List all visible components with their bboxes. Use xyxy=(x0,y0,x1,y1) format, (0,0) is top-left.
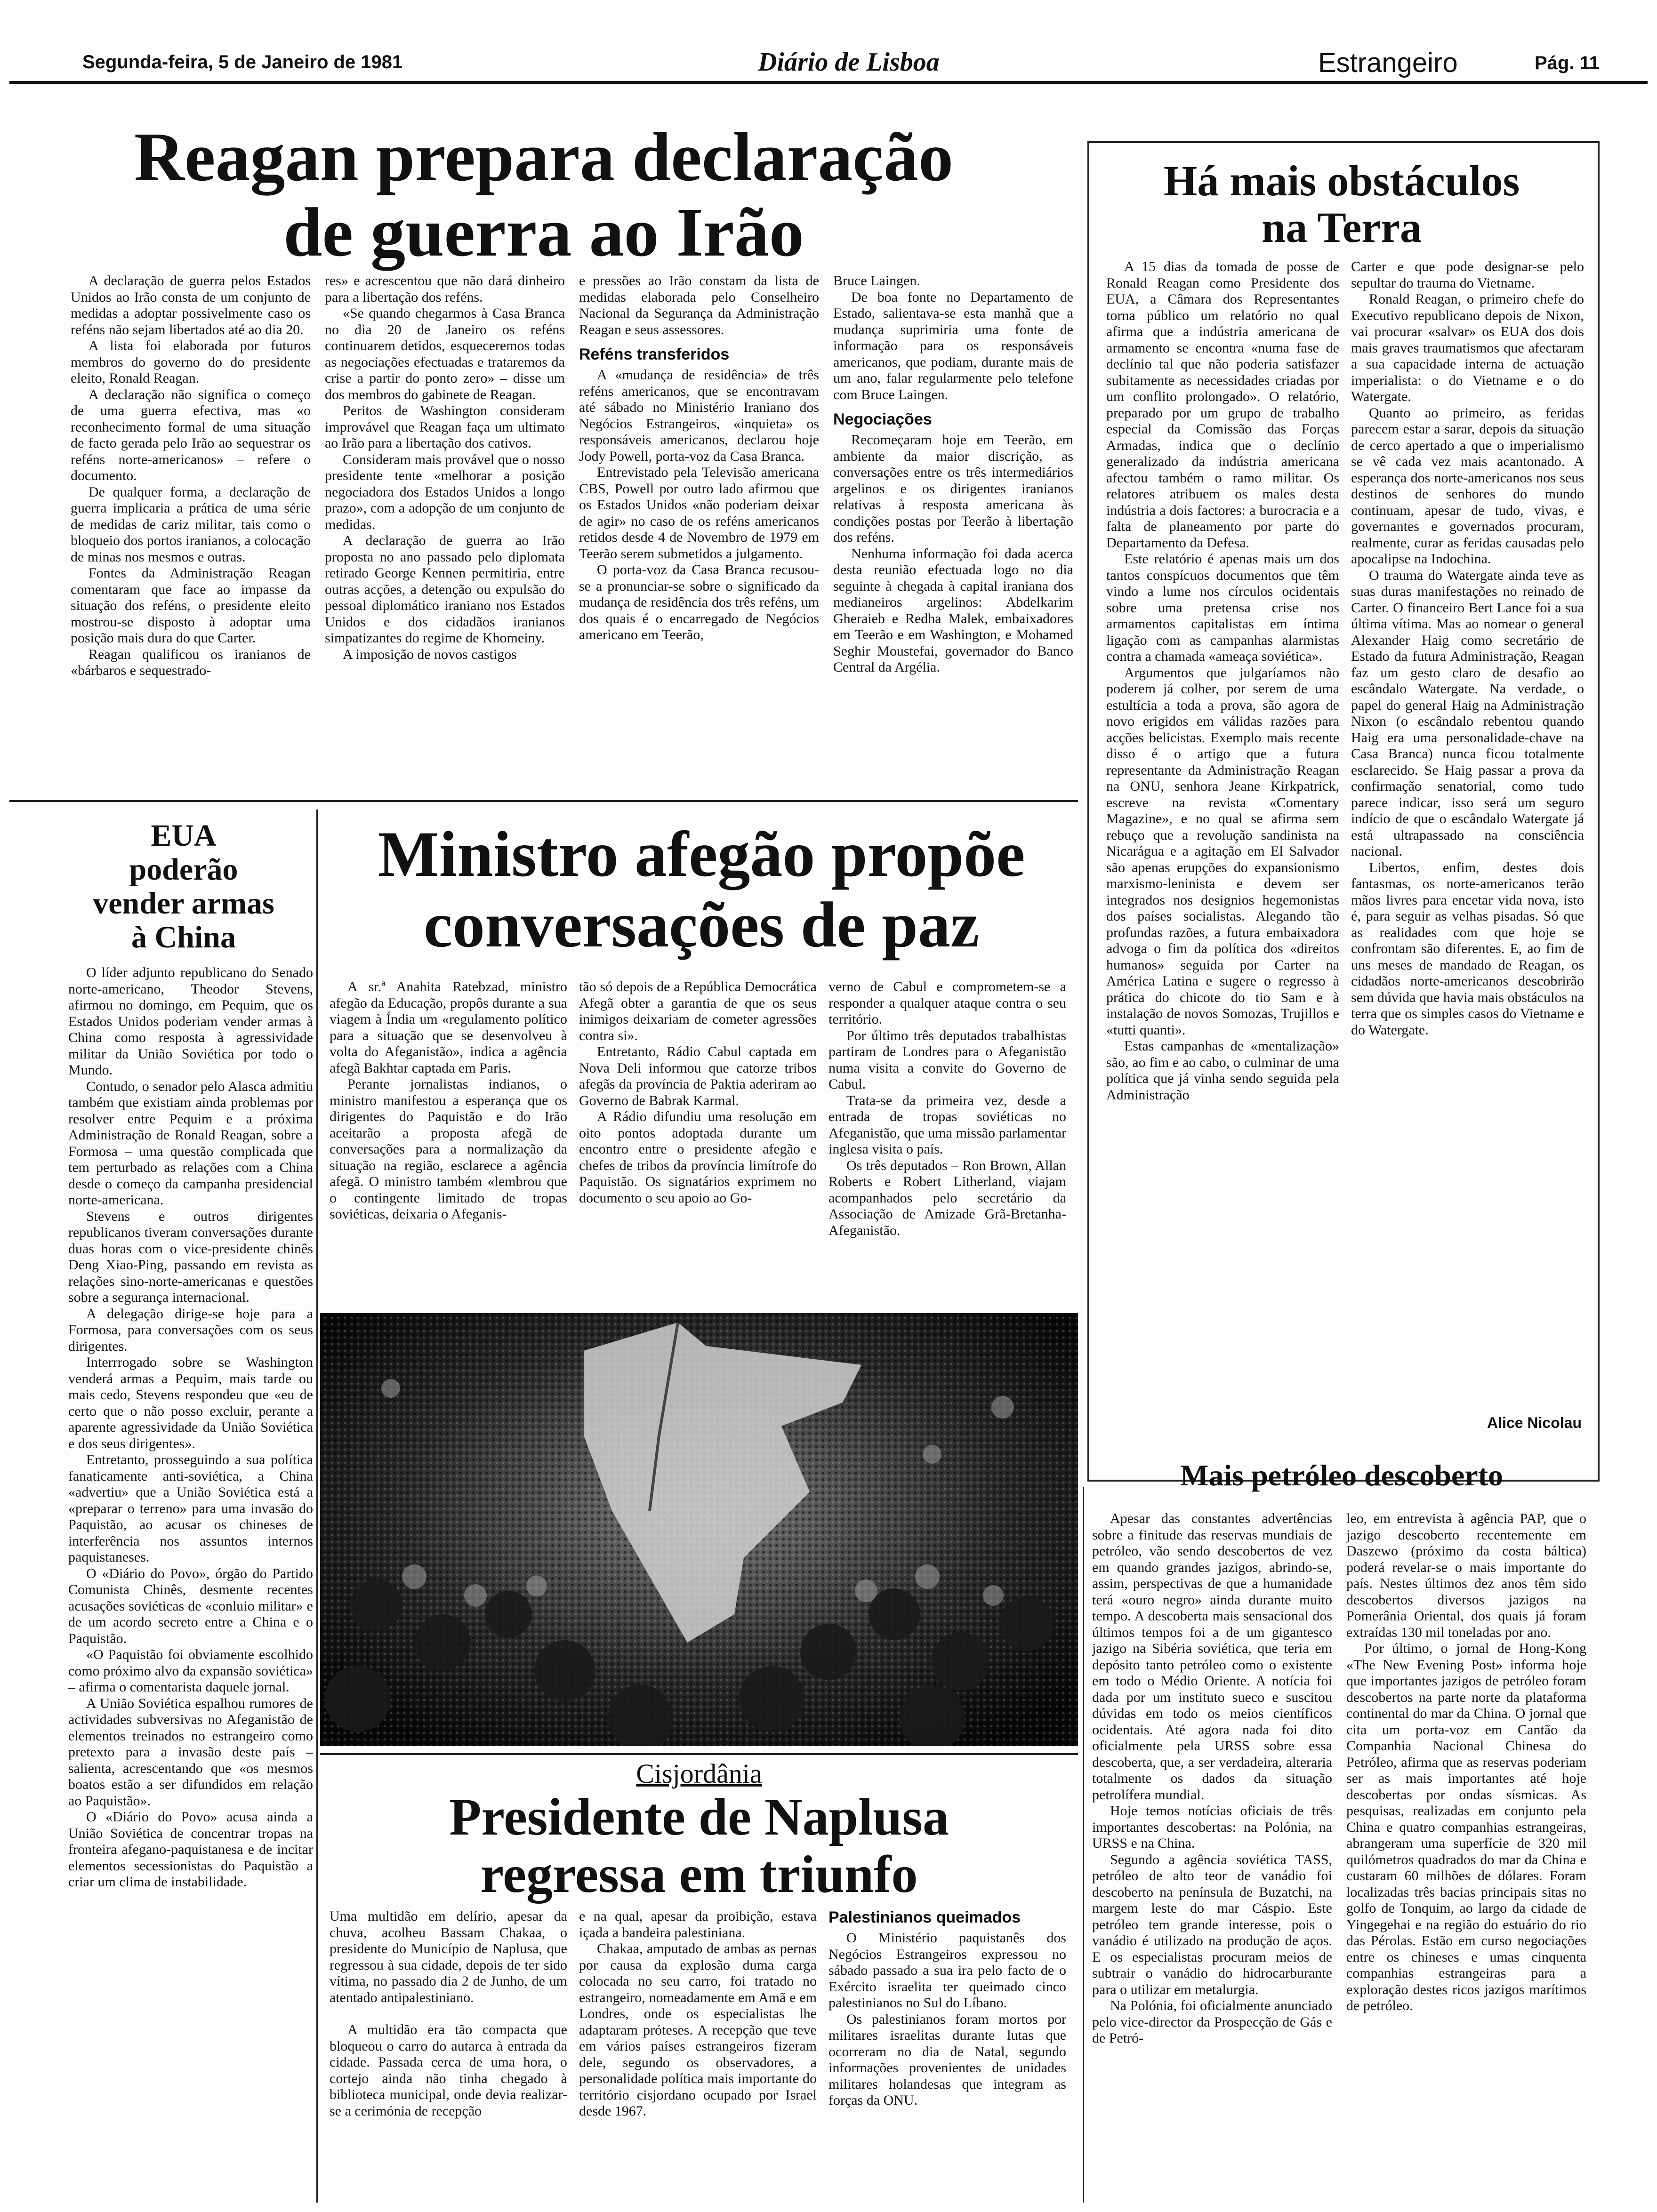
china-headline-line3: vender armas xyxy=(93,886,274,921)
naplusa-column-3 xyxy=(828,1908,1066,2200)
paragraph: Os três deputados – Ron Brown, Allan Roberts e Robert Litherland, viajam acompanhados pelo secretário da Associação de Amizade Grã-Bretanha-Afeganistão. xyxy=(828,1157,1066,1238)
paragraph: e pressões ao Irão constam da lista de medidas elaborada pelo Conselheiro Nacional da Segurança da Administração Reagan e seus assessores. xyxy=(579,273,819,337)
paragraph: «O Paquistão foi obviamente escolhido como próximo alvo da expansão soviética» – afirma o comentarista daquele jornal. xyxy=(68,1647,313,1695)
afegao-headline-line2: conversações de paz xyxy=(423,889,980,961)
afegao-column-2 xyxy=(579,979,817,1299)
naplusa-headline xyxy=(325,1788,1073,1903)
paragraph: O porta-voz da Casa Branca recusou-se a pronunciar-se sobre o significado da mudança de residência dos três reféns, um dos quais é o encarregado de Negócios americano em Teerão, xyxy=(579,562,819,642)
paragraph: A Rádio difundiu uma resolução em oito pontos adoptada durante um encontro entre o presidente afegão e chefes de tribos da província limítrofe do Paquistão. Os signatários exprimem no documento o seu apoio ao Go- xyxy=(579,1109,817,1206)
obstaculos-column-2 xyxy=(1351,259,1584,1412)
reagan-column-2 xyxy=(325,273,565,795)
paragraph: Este relatório é apenas mais um dos tantos conspícuos documentos que têm vindo a lume nos círculos ocidentais sobre uma pretensa crise nos armamentos capitalistas em íntima ligação com as campanhas alarmistas contra a chamada «ameaça soviética». xyxy=(1106,551,1339,664)
reagan-headline xyxy=(9,120,1078,271)
paragraph: Argumentos que julgaríamos não poderem já colher, por serem de uma estultícia a toda a prova, são agora de novo erigidos em válidas razões para acções belicistas. Exemplo mais recente disso é o artigo que a futura representante da Administração Reagan na ONU, senhora Jeane Kirkpatrick, escreve na revista «Comentary Magazine», e no qual se afirma sem rebuço que a revolução sandinista na Nicarágua e a agitação em El Salvador são apenas erupções do expansionismo marxismo-leninista e devem ser integrados nos designios hegemonistas dos países socialistas. Alegando tão profundas razões, a futura embaixadora advoga o fim da política dos «direitos humanos» seguida por Carter na América Latina e sugere o regresso à prática do chicote do tio Sam e à instalação de novos Somozas, Trujillos e «tutti quanti». xyxy=(1106,665,1339,1038)
paragraph: A imposição de novos castigos xyxy=(343,646,517,662)
subheading-negociacoes: Negociações xyxy=(833,410,932,428)
paragraph: Fontes da Administração Reagan comentaram que face ao impasse da situação dos reféns, o presidente eleito mostrou-se disposto à adoptar uma posição mais dura do que Carter. xyxy=(71,565,311,646)
paragraph: Entrevistado pela Televisão americana CBS, Powell por outro lado afirmou que os Estados Unidos «não poderiam deixar de agir» no caso de os reféns americanos retidos desde 4 de Novembro de 1979 em Teerão serem submetidos a julgamento. xyxy=(579,465,819,561)
paragraph: A 15 dias da tomada de posse de Ronald Reagan como Presidente dos EUA, a Câmara dos Representantes torna público um relatório no qual afirma que a indústria americana de armamento se encontra «numa fase de declínio tal que não poderia satisfazer subitamente as necessidades criadas por um conflito prolongado». O relatório, preparado por um grupo de trabalho especial da Comissão das Forças Armadas, indica que o declínio generalizado da indústria americana afectou também o ramo militar. Os relatores atribuem os males desta indústria a dois factores: a burocracia e a falta de planeamento por parte do Departamento da Defesa. xyxy=(1106,259,1339,551)
section-name: Estrangeiro xyxy=(1318,48,1458,78)
obstaculos-headline-line1: Há mais obstáculos xyxy=(1163,157,1520,205)
crowd-photo xyxy=(320,1313,1078,1746)
paragraph: A declaração de guerra ao Irão proposta no ano passado pelo diplomata retirado George Kennen permitiria, entre outras acções, a detenção ou expulsão do pessoal diplomático iraniano nos Estados Unidos e dos cidadãos iranianos simpatizantes do regime de Khomeiny. xyxy=(325,533,565,646)
china-headline-line1: EUA xyxy=(151,818,217,853)
afegao-column-3 xyxy=(828,979,1066,1299)
paragraph: Perante jornalistas indianos, o ministro manifestou a esperança que os dirigentes do Paquistão e do Irão aceitarão a proposta afegã de conversações para a normalização da situação na região, esclarece a agência afegã. O ministro também «lembrou que o contingente limitado de tropas soviéticas, deixaria o Afeganis- xyxy=(330,1076,567,1222)
paragraph: A sr.ª Anahita Ratebzad, ministro afegão da Educação, propôs durante a sua viagem à Índia um «regulamento político para a situação que se desenvolveu à volta do Afeganistão», indica a agência afegã Bakhtar captada em Paris. xyxy=(330,979,567,1076)
header-rule xyxy=(9,81,1648,84)
paragraph: Ronald Reagan, o primeiro chefe do Executivo republicano depois de Nixon, vai procurar «salvar» os EUA dos dois mais graves traumatismos que afectaram a sua capacidade interna de actuação imperialista: o do Vietname e o do Watergate. xyxy=(1351,291,1584,404)
paragraph: Libertos, enfim, destes dois fantasmas, os norte-americanos terão mãos livres para encetar vida nova, isto é, para seguir as velhas pisadas. Só que as realidades com que hoje se confrontam são diferentes. E, ao fim de uns meses de mandado de Reagan, os cidadãos norte-americanos descobrirão sem dúvida que havia mais obstáculos na terra que os simples casos do Vietname e do Watergate. xyxy=(1351,859,1584,1038)
paragraph: Trata-se da primeira vez, desde a entrada de tropas soviéticas no Afeganistão, que uma missão parlamentar inglesa visita o país. xyxy=(828,1092,1066,1157)
rule-below-reagan xyxy=(9,800,1078,802)
paragraph: Nenhuma informação foi dada acerca desta reunião efectuada logo no dia seguinte à chegada à capital iraniana dos medianeiros argelinos: Abdelkarim Gheraieb e Redha Malek, embaixadores em Teerão e em Washington, e Mohamed Seghir Moustefai, governador do Banco Central da Argélia. xyxy=(833,545,1073,675)
paragraph: A multidão era tão compacta que bloqueou o carro do autarca à entrada da cidade. Passada cerca de uma hora, o cortejo ainda não tinha chegado à biblioteca municipal, onde devia realizar-se a cerimónia de recepção xyxy=(330,2022,567,2119)
china-column xyxy=(68,965,313,2188)
subheading-palestinianos: Palestinianos queimados xyxy=(828,1908,1021,1926)
paragraph: Consideram mais provável que o nosso presidente tente «melhorar a posição negociadora dos Estados Unidos a longo prazo», com a adopção de um conjunto de medidas. xyxy=(325,451,565,532)
paragraph: A «mudança de residência» de três reféns americanos, que se encontravam até sábado no Ministério Iraniano dos Negócios Estrangeiros, «inquieta» os responsáveis americanos, declarou hoje Jody Powell, porta-voz da Casa Branca. xyxy=(579,367,819,464)
vertical-rule-china xyxy=(316,809,318,2203)
cisjordania-kicker: Cisjordânia xyxy=(636,1758,762,1789)
paragraph: Chakaa, amputado de ambas as pernas por causa da explosão duma carga colocada no seu carro, foi tratado no estrangeiro, nomeadamente em Amã e em Londres, onde os especialistas lhe adaptaram próteses. A recepção que teve em vários países estrangeiros fizeram dele, segundo os observadores, a personalidade política mais importante do território cisjordano ocupado por Israel desde 1967. xyxy=(579,1941,817,2119)
paragraph: Os palestinianos foram mortos por militares israelitas durante lutas que ocorreram no dia de Natal, segundo informações provenientes de unidades militares holandesas que integram as forças da ONU. xyxy=(828,2011,1066,2108)
paragraph: O «Diário do Povo» acusa ainda a União Soviética de concentrar tropas na fronteira afegano-paquistanesa e de incitar elementos secessionistas do Paquistão a criar um clima de instabilidade. xyxy=(68,1809,313,1890)
obstaculos-headline-line2: na Terra xyxy=(1262,203,1422,252)
paragraph: De qualquer forma, a declaração de guerra implicaria a prática de uma série de medidas de cariz militar, tais como o bloqueio dos portos iranianos, a colocação de minas nos mesmos e outras. xyxy=(71,484,311,565)
paragraph: Recomeçaram hoje em Teerão, em ambiente da maior discrição, as conversações entre os três intermediários argelinos e os dirigentes iranianos relativas à resposta americana às condições postas por Teerão à libertação dos reféns. xyxy=(833,432,1073,545)
petroleo-column-2 xyxy=(1346,1511,1586,2203)
reagan-column-3 xyxy=(579,273,819,795)
subheading-refens: Reféns transferidos xyxy=(579,345,730,363)
petroleo-column-1 xyxy=(1092,1511,1332,2203)
paragraph: Segundo a agência soviética TASS, petróleo de alto teor de vanádio foi descoberto na península de Buzatchi, na margem leste do mar Cáspio. Este petróleo tem grande interesse, pois o vanádio é utilizado na produção de aços. E os especialistas procuram meios de subtrair o vanádio do hidrocarburante para o utilizar em metalurgia. xyxy=(1092,1851,1332,1997)
paragraph: O líder adjunto republicano do Senado norte-americano, Theodor Stevens, afirmou no domingo, em Pequim, que os Estados Unidos poderiam vender armas à China como resposta à agressividade militar da União Soviética por todo o Mundo. xyxy=(68,965,313,1078)
reagan-column-1 xyxy=(71,273,311,795)
paragraph: e na qual, apesar da proibição, estava içada a bandeira palestiniana. xyxy=(579,1908,817,1940)
paragraph: Por último, o jornal de Hong-Kong «The New Evening Post» informa hoje que importantes jazigos de petróleo foram descobertos na parte norte da plataforma continental do mar da China. O jornal que cita um porta-voz em Cantão da Companhia Nacional Chinesa do Petróleo, afirma que as reservas poderiam ser as mais importantes até hoje descobertas por ondas sísmicas. As pesquisas, realizadas em conjunto pela China e quatro companhias estrangeiras, abrangeram uma superfície de 320 mil quilómetros quadrados do mar da China e custaram 60 milhões de dólares. Foram localizadas três bacias principais sitas no golfo de Tonquim, ao largo da cidade de Yingegehai e na região do estuário do rio das Pérolas. Estão em curso negociações entre os chineses e umas cinquenta companhias estrangeiras para a exploração destes ricos jazigos marítimos de petróleo. xyxy=(1346,1641,1586,2013)
paragraph: O Ministério paquistanês dos Negócios Estrangeiros expressou no sábado passado a sua ira pelo facto de o Exército israelita ter queimado cinco palestinianos no Sul do Líbano. xyxy=(828,1930,1066,2011)
reagan-headline-line2: de guerra ao Irão xyxy=(283,193,804,271)
paragraph: Bruce Laingen. xyxy=(833,273,920,289)
paragraph: A declaração de guerra pelos Estados Unidos ao Irão consta de um conjunto de medidas a adoptar possivelmente caso os reféns não sejam libertados até ao dia 20. xyxy=(71,273,311,337)
page-number: Pág. 11 xyxy=(1535,53,1600,73)
naplusa-headline-line2: regressa em triunfo xyxy=(480,1845,918,1904)
paragraph: leo, em entrevista à agência PAP, que o jazigo descoberto recentemente em Daszewo (próximo da costa báltica) poderá revelar-se o mais importante do país. Nestes últimos dez anos têm sido descobertos diversos jazigos na Pomerânia Oriental, dos quais já foram extraídas 130 mil toneladas por ano. xyxy=(1346,1511,1586,1640)
naplusa-headline-line1: Presidente de Naplusa xyxy=(449,1788,949,1846)
naplusa-column-1 xyxy=(330,1908,567,2200)
paragraph: Carter e que pode designar-se pelo sepultar do trauma do Vietname. xyxy=(1351,259,1584,291)
china-headline-line2: poderão xyxy=(129,852,238,887)
paragraph: Hoje temos notícias oficiais de três importantes descobertas: na Polónia, na URSS e na China. xyxy=(1092,1803,1332,1851)
afegao-headline xyxy=(325,819,1078,960)
paragraph: Interrrogado sobre se Washington venderá armas a Pequim, mais tarde ou mais cedo, Stevens respondeu que «eu de certo que o não posso excluir, perante a aparente agressividade da União Soviética e dos seus dirigentes». xyxy=(68,1354,313,1451)
reagan-column-4 xyxy=(833,273,1073,795)
china-headline xyxy=(47,819,320,954)
paragraph: res» e acrescentou que não dará dinheiro para a libertação dos reféns. xyxy=(325,273,565,305)
paragraph: Entretanto, prosseguindo a sua política fanaticamente anti-soviética, a China «advertiu» que a União Soviética está a «preparar o terreno» para uma invasão do Paquistão, ao acusar os chineses de interferência nos assuntos internos paquistaneses. xyxy=(68,1452,313,1565)
obstaculos-headline xyxy=(1092,158,1591,251)
paragraph: Stevens e outros dirigentes republicanos tiveram conversações durante duas horas com o vice-presidente chinês Deng Xiao-Ping, passando em revista as relações sino-norte-americanas e questões sobre a segurança internacional. xyxy=(68,1208,313,1305)
paragraph: O trauma do Watergate ainda teve as suas duras manifestações no reinado de Carter. O financeiro Bert Lance foi a sua última vítima. Mas ao nomear o general Alexander Haig como secretário de Estado da futura Administração, Reagan faz um gesto claro de desafio ao escândalo Watergate. Na verdade, o papel do general Haig na Administração Nixon (o escândalo rebentou quando Haig era uma personalidade-chave na Casa Branca) nunca ficou totalmente esclarecido. Se Haig passar a prova da confirmação senatorial, como tudo parece indicar, isso será um seguro indício de que o escândalo Watergate já está ultrapassado na consciência nacional. xyxy=(1351,567,1584,859)
paragraph: Na Polónia, foi oficialmente anunciado pelo vice-director da Prospecção de Gás e de Petró- xyxy=(1092,1998,1332,2046)
paragraph: Uma multidão em delírio, apesar da chuva, acolheu Bassam Chakaa, o presidente do Município de Naplusa, que regressou à sua cidade, depois de ter sido vítima, no passado dia 2 de Junho, de um atentado antipalestiniano. xyxy=(330,1908,567,2005)
paragraph: verno de Cabul e comprometem-se a responder a qualquer ataque contra o seu território. xyxy=(828,979,1066,1027)
rule-above-naplusa xyxy=(320,1753,1078,1755)
paragraph: Reagan qualificou os iranianos de «bárbaros e sequestrado- xyxy=(71,646,311,678)
naplusa-column-2 xyxy=(579,1908,817,2200)
paragraph: A lista foi elaborada por futuros membros do governo do do presidente eleito, Ronald Reagan. xyxy=(71,338,311,386)
paragraph: Quanto ao primeiro, as feridas parecem estar a sarar, depois da situação de cerco apertado a que o imperialismo se vê cada vez mais acantonado. A esperança dos norte-americanos nos seus destinos de senhores do mundo continuam, apesar de tudo, vivas, e governantes e governados procuram, realmente, curar as feridas causadas pelo apocalipse na Indochina. xyxy=(1351,405,1584,567)
newspaper-name: Diário de Lisboa xyxy=(758,48,940,77)
paragraph: O «Diário do Povo», órgão do Partido Comunista Chinês, desmente recentes acusações soviéticas de «conluio militar» e de um acordo secreto entre a China e o Paquistão. xyxy=(68,1565,313,1646)
paragraph: Entretanto, Rádio Cabul captada em Nova Deli informou que catorze tribos afegãs da província de Paktia aderiram ao Governo de Babrak Karmal. xyxy=(579,1044,817,1108)
afegao-headline-line1: Ministro afegão propõe xyxy=(378,818,1025,890)
paragraph: Apesar das constantes advertências sobre a finitude das reservas mundiais de petróleo, vão sendo descobertos de vez em quando grandes jazigos, abrindo-se, assim, perspectivas de que a humanidade terá «ouro negro» ainda durante muito tempo. A descoberta mais sensacional dos últimos tempos foi a de um gigantesco jazigo na Sibéria soviética, que teria em depósito tanto petróleo como o existente em todo o Médio Oriente. A notícia foi dada por um instituto sueco e suscitou dúvidas em todo os meios científicos ocidentais. Até agora nada foi dito oficialmente pela URSS sobre essa descoberta, que, a ser verdadeira, alteraria totalmente os dados da situação petrolífera mundial. xyxy=(1092,1511,1332,1803)
paragraph: Por último três deputados trabalhistas partiram de Londres para o Afeganistão numa visita a convite do Governo de Cabul. xyxy=(828,1027,1066,1092)
petroleo-headline: Mais petróleo descoberto xyxy=(1180,1459,1504,1492)
obstaculos-column-1 xyxy=(1106,259,1339,1445)
issue-date: Segunda-feira, 5 de Janeiro de 1981 xyxy=(82,52,403,72)
byline-alice-nicolau: Alice Nicolau xyxy=(1487,1414,1582,1431)
crowd-photo-image xyxy=(320,1313,1078,1746)
page-header xyxy=(0,0,1657,94)
paragraph: A declaração não significa o começo de uma guerra efectiva, mas «o reconhecimento formal de uma situação de facto gerada pelo Irão ao sequestrar os reféns norte-americanos» – refere o documento. xyxy=(71,386,311,483)
paragraph: tão só depois de a República Democrática Afegã obter a garantia de que os seus inimigos deixariam de cometer agressões contra si». xyxy=(579,979,817,1043)
china-headline-line4: à China xyxy=(131,920,236,954)
vertical-rule-petroleo xyxy=(1083,1487,1084,2203)
reagan-headline-line1: Reagan prepara declaração xyxy=(134,119,954,196)
paragraph: Contudo, o senador pelo Alasca admitiu também que existiam ainda problemas por resolver entre Pequim e a próxima Administração de Ronald Reagan, sobre a Formosa – uma questão complicada que tem perturbado as relações com a China desde o começo da campanha presidencial norte-americana. xyxy=(68,1078,313,1208)
afegao-column-1 xyxy=(330,979,567,1299)
paragraph: Peritos de Washington consideram improvável que Reagan faça um ultimato ao Irão para a libertação dos cativos. xyxy=(325,403,565,451)
paragraph: Estas campanhas de «mentalização» são, ao fim e ao cabo, o culminar de uma política que já vinha sendo seguida pela Administração xyxy=(1106,1038,1339,1103)
paragraph: De boa fonte no Departamento de Estado, salientava-se esta manhã que a mudança suprimiria uma fonte de informação para os responsáveis americanos, que podiam, durante mais de um ano, falar regularmente pelo telefone com Bruce Laingen. xyxy=(833,289,1073,402)
paragraph: A União Soviética espalhou rumores de actividades subversivas no Afeganistão de elementos treinados no estrangeiro como pretexto para a invasão deste país – salienta, acrescentando que «os mesmos boatos estão a ser difundidos em relação ao Paquistão». xyxy=(68,1695,313,1809)
paragraph: «Se quando chegarmos à Casa Branca no dia 20 de Janeiro os reféns continuarem detidos, esqueceremos todas as negociações efectuadas e trataremos da crise a partir do ponto zero» – disse um dos membros do gabinete de Reagan. xyxy=(325,305,565,402)
paragraph: A delegação dirige-se hoje para a Formosa, para conversações com os seus dirigentes. xyxy=(68,1306,313,1354)
